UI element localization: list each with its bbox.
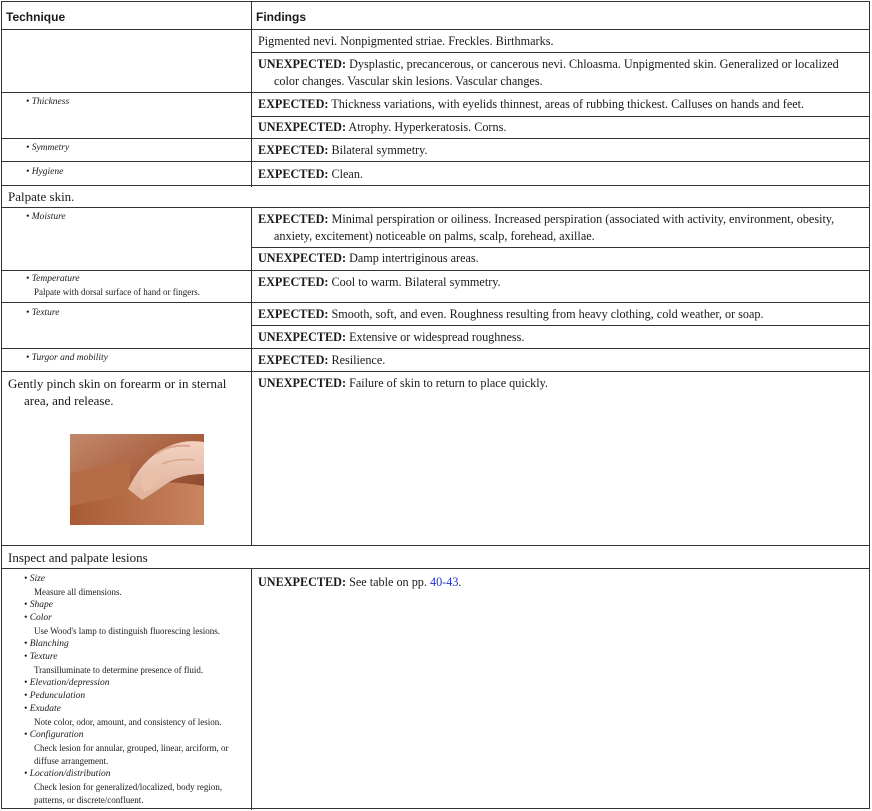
technique-header: Technique xyxy=(6,10,66,24)
lesion-item: • Location/distribution xyxy=(24,769,111,779)
lesion-note: Transilluminate to determine presence of fluid. xyxy=(34,665,204,675)
pinch-technique: Gently pinch skin on forearm or in sternal area, and release. xyxy=(8,376,227,408)
lesion-item: • Size xyxy=(24,574,46,584)
findings-header: Findings xyxy=(256,10,306,24)
pigmentation-finding: Pigmented nevi. Nonpigmented striae. Freckles. Birthmarks. xyxy=(258,34,554,48)
turgor-expected: EXPECTED: Resilience. xyxy=(258,353,386,367)
lesion-item: • Blanching xyxy=(24,639,69,649)
lesion-item: • Texture xyxy=(24,652,58,662)
texture-expected: EXPECTED: Smooth, soft, and even. Roughness resulting from heavy clothing, cold weather, or soap. xyxy=(258,307,764,321)
pinch-unexpected: UNEXPECTED: Failure of skin to return to place quickly. xyxy=(258,376,548,390)
lesion-technique-list xyxy=(24,573,250,807)
lesion-note: Check lesion for generalized/localized, body region, patterns, or discrete/confluent. xyxy=(34,782,223,805)
moisture-unexpected: UNEXPECTED: Damp intertriginous areas. xyxy=(258,251,479,265)
lesion-note: Use Wood's lamp to distinguish fluorescing lesions. xyxy=(34,626,220,636)
skin-pinch-illustration xyxy=(70,434,204,525)
page-reference-link[interactable]: 40-43 xyxy=(429,575,459,589)
symmetry-technique: • Symmetry xyxy=(26,143,70,153)
lesion-note: Note color, odor, amount, and consistency of lesion. xyxy=(34,717,222,727)
thickness-technique: • Thickness xyxy=(26,97,70,107)
lesion-item: • Pedunculation xyxy=(24,691,86,701)
temperature-technique: • Temperature xyxy=(26,274,80,284)
inspect-lesions-heading: Inspect and palpate lesions xyxy=(8,550,148,565)
hygiene-technique: • Hygiene xyxy=(26,167,64,177)
turgor-technique: • Turgor and mobility xyxy=(26,353,108,363)
palpate-skin-heading: Palpate skin. xyxy=(8,189,75,204)
texture-technique: • Texture xyxy=(26,308,60,318)
lesion-item: • Exudate xyxy=(24,704,61,714)
lesion-item: • Elevation/depression xyxy=(24,678,110,688)
lesion-note: Measure all dimensions. xyxy=(34,587,122,597)
moisture-expected: EXPECTED: Minimal perspiration or oiliness. Increased perspiration (associated with activity, environment, obesity, anxiety, excitement) noticeable on palms, scalp, forehead, axillae. xyxy=(258,212,835,243)
column-divider xyxy=(251,208,252,546)
pigmentation-unexpected: UNEXPECTED: Dysplastic, precancerous, or cancerous nevi. Chloasma. Unpigmented skin. Generalized or localized color changes. Vascular skin lesions. Vascular changes. xyxy=(258,57,839,88)
symmetry-expected: EXPECTED: Bilateral symmetry. xyxy=(258,143,428,157)
lesion-item: • Shape xyxy=(24,600,53,610)
thickness-expected: EXPECTED: Thickness variations, with eyelids thinnest, areas of rubbing thickest. Calluses on hands and feet. xyxy=(258,97,805,111)
lesions-unexpected: UNEXPECTED: See table on pp. 40-43. xyxy=(258,575,462,589)
skin-pinch-photo xyxy=(70,434,204,525)
moisture-technique: • Moisture xyxy=(26,212,66,222)
temperature-note: Palpate with dorsal surface of hand or fingers. xyxy=(34,287,200,297)
hygiene-expected: EXPECTED: Clean. xyxy=(258,167,363,181)
lesion-note: Check lesion for annular, grouped, linear, arciform, or diffuse arrangement. xyxy=(34,743,229,766)
temperature-expected: EXPECTED: Cool to warm. Bilateral symmetry. xyxy=(258,275,501,289)
lesion-item: • Color xyxy=(24,613,52,623)
assessment-table xyxy=(1,1,870,809)
texture-unexpected: UNEXPECTED: Extensive or widespread roughness. xyxy=(258,330,525,344)
column-divider xyxy=(251,568,252,810)
lesion-item: • Configuration xyxy=(24,730,84,740)
thickness-unexpected: UNEXPECTED: Atrophy. Hyperkeratosis. Corns. xyxy=(258,120,507,134)
